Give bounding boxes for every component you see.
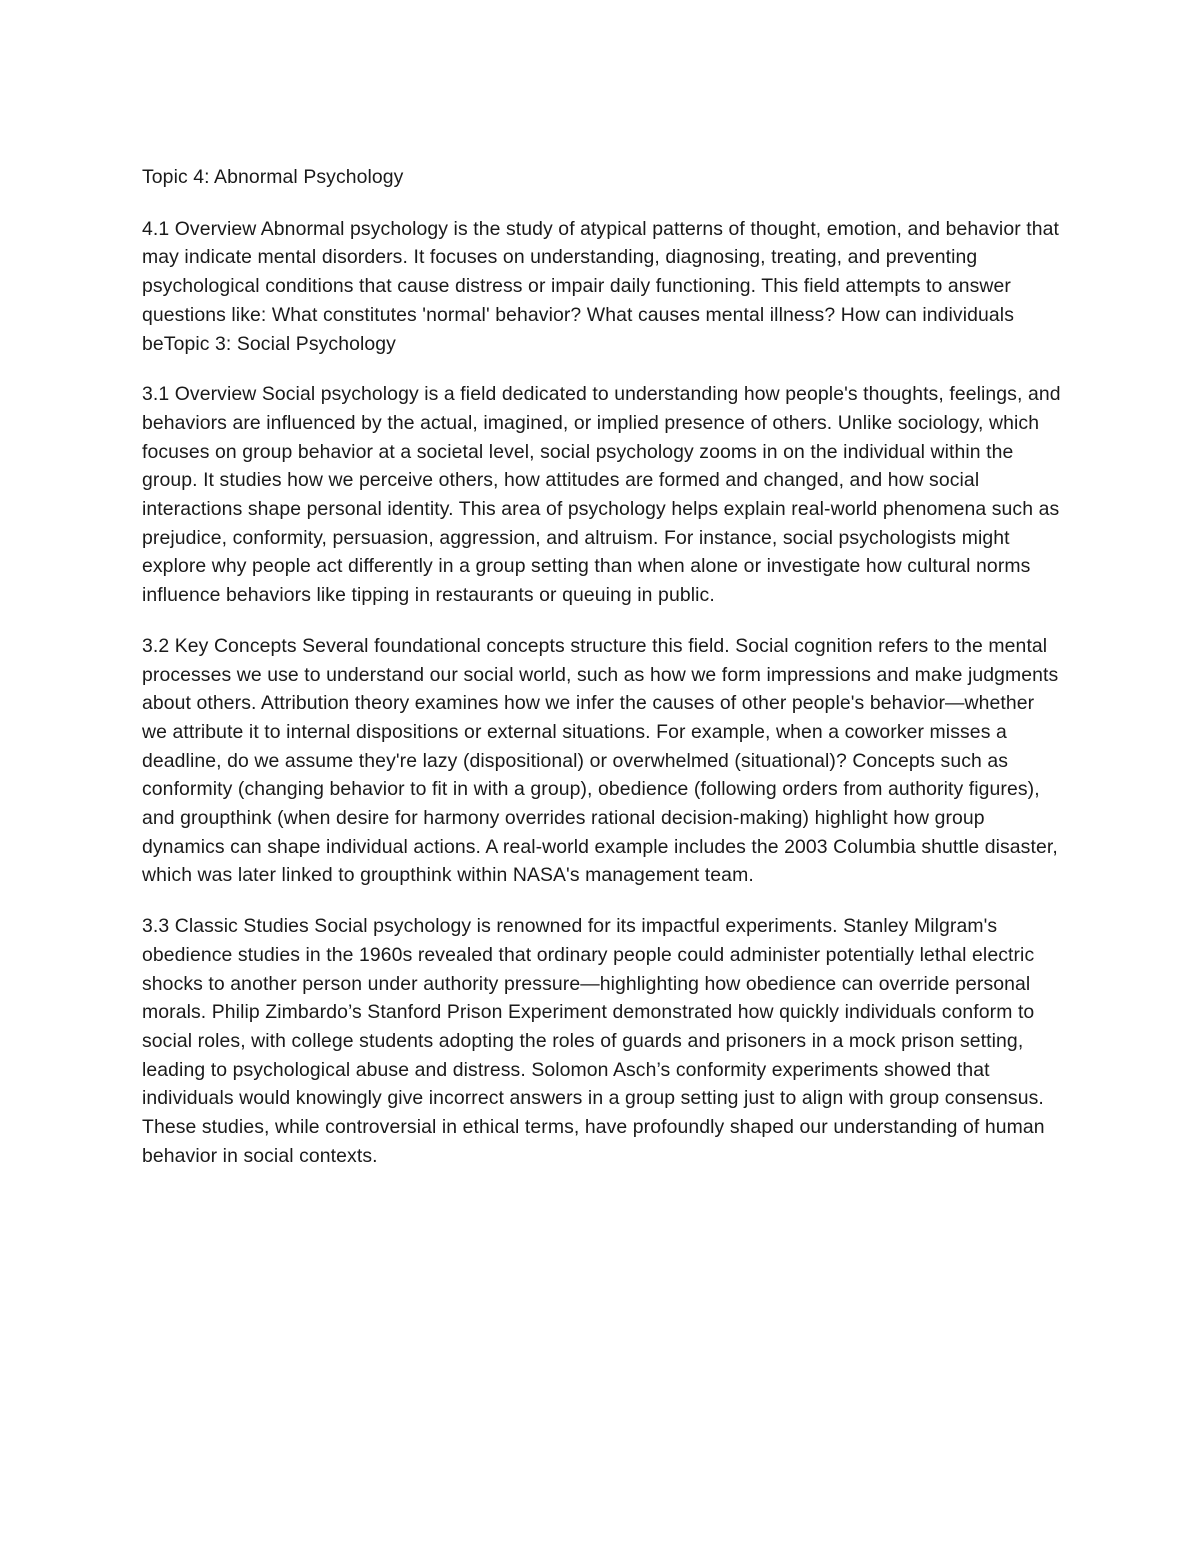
document-title: Topic 4: Abnormal Psychology (142, 166, 404, 188)
paragraph-4-1-overview: 4.1 Overview Abnormal psychology is the study of atypical patterns of thought, emotion, and behavior that may indicate mental disorders. It focuses on understanding, diagnosing, treating, and preventing psychological conditions that cause distress or impair daily functioning. This field attempts to answer questions like: What constitutes 'normal' behavior? What causes mental illness? How can individuals beTopic 3: Social Psychology (142, 217, 1059, 355)
paragraph-3-2-key-concepts: 3.2 Key Concepts Several foundational concepts structure this field. Social cognition refers to the mental processes we use to understand our social world, such as how we form impressions and make judgments about others. Attribution theory examines how we infer the causes of other people's behavior—whether we attribute it to internal dispositions or external situations. For example, when a coworker misses a deadline, do we assume they're lazy (dispositional) or overwhelmed (situational)? Concepts such as conformity (changing behavior to fit in with a group), obedience (following orders from authority figures), and groupthink (when desire for harmony overrides rational decision-making) highlight how group dynamics can shape individual actions. A real-world example includes the 2003 Columbia shuttle disaster, which was later linked to groupthink within NASA's management team. (142, 634, 1059, 887)
paragraph-3-3-classic-studies: 3.3 Classic Studies Social psychology is renowned for its impactful experiments. Stanley Milgram's obedience studies in the 1960s revealed that ordinary people could administer potentially lethal electric shocks to another person under authority pressure—highlighting how obedience can override personal morals. Philip Zimbardo’s Stanford Prison Experiment demonstrated how quickly individuals conform to social roles, with college students adopting the roles of guards and prisoners in a mock prison setting, leading to psychological abuse and distress. Solomon Asch’s conformity experiments showed that individuals would knowingly give incorrect answers in a group setting just to align with group consensus. These studies, while controversial in ethical terms, have profoundly shaped our understanding of human behavior in social contexts. (142, 915, 1045, 1167)
document-body (142, 163, 1062, 1193)
paragraph-3-1-overview: 3.1 Overview Social psychology is a field dedicated to understanding how people's thoughts, feelings, and behaviors are influenced by the actual, imagined, or implied presence of others. Unlike sociology, which focuses on group behavior at a societal level, social psychology zooms in on the individual within the group. It studies how we perceive others, how attitudes are formed and changed, and how social interactions shape personal identity. This area of psychology helps explain real-world phenomena such as prejudice, conformity, persuasion, aggression, and altruism. For instance, social psychologists might explore why people act differently in a group setting than when alone or investigate how cultural norms influence behaviors like tipping in restaurants or queuing in public. (142, 383, 1061, 607)
